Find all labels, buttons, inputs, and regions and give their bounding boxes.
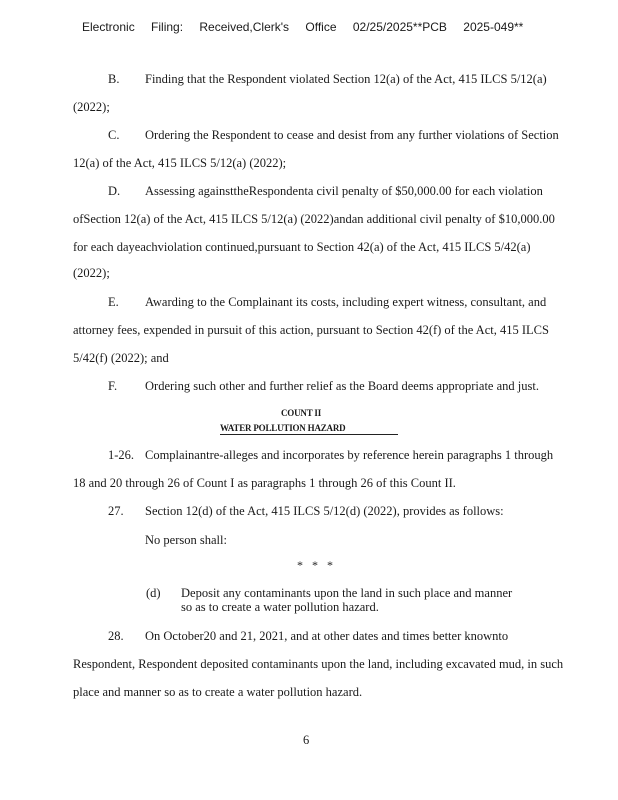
prayer-e-line-2: attorney fees, expended in pursuit of this action, pursuant to Section 42(f) of the Act, 415 ILCS: [73, 323, 549, 337]
para-27-line-2: No person shall:: [145, 533, 227, 547]
para-1-26-label: 1-26.: [108, 448, 135, 462]
para-28-line-3: place and manner so as to create a water pollution hazard.: [73, 685, 363, 699]
prayer-b-label: B.: [108, 72, 120, 86]
prayer-d-line-2: ofSection 12(a) of the Act, 415 ILCS 5/12(a) (2022)andan additional civil penalty of $10,000.00: [73, 212, 555, 226]
header-electronic: Electronic: [82, 20, 135, 34]
header-filing: Filing:: [151, 20, 184, 34]
prayer-e-text-1: Awarding to the Complainant its costs, including expert witness, consultant, and: [145, 295, 547, 309]
prayer-b-line-2: (2022);: [73, 100, 110, 114]
quote-label: (d): [146, 586, 161, 600]
para-28-line-2: Respondent, Respondent deposited contaminants upon the land, including excavated mud, in such: [73, 657, 564, 671]
prayer-d-label: D.: [108, 184, 121, 198]
quote-line-2: so as to create a water pollution hazard.: [181, 600, 379, 614]
prayer-f-line-1: [108, 378, 600, 394]
header-date: 02/25/2025**PCB: [352, 20, 447, 34]
prayer-d-line-3: for each dayeachviolation continued,pursuant to Section 42(a) of the Act, 415 ILCS 5/42(a): [73, 240, 531, 254]
prayer-b-text-1: Finding that the Respondent violated Section 12(a) of the Act, 415 ILCS 5/12(a): [145, 72, 547, 86]
para-1-26-line-2: 18 and 20 through 26 of Count I as paragraphs 1 through 26 of this Count II.: [73, 476, 456, 490]
para-1-26-line-1: [108, 447, 600, 463]
count-subtitle: WATER POLLUTION HAZARD: [220, 423, 398, 435]
prayer-e-line-3: 5/42(f) (2022); and: [73, 351, 169, 365]
filing-header: [82, 20, 535, 34]
para-27-label: 27.: [108, 504, 124, 518]
prayer-b-line-1: [108, 71, 600, 87]
prayer-d-text-1: Assessing againsttheRespondenta civil penalty of $50,000.00 for each violation: [145, 184, 543, 198]
prayer-c-line-1: [108, 127, 600, 143]
prayer-f-text-1: Ordering such other and further relief as the Board deems appropriate and just.: [145, 379, 539, 393]
page-number: 6: [303, 733, 310, 747]
quote-text-1: Deposit any contaminants upon the land in such place and manner: [181, 586, 513, 600]
para-28-line-1: [108, 628, 600, 644]
prayer-d-line-1: [108, 183, 600, 199]
count-title: COUNT II: [281, 408, 321, 418]
prayer-e-label: E.: [108, 295, 119, 309]
para-28-label: 28.: [108, 629, 124, 643]
header-received: Received,Clerk's: [199, 20, 290, 34]
para-28-text-1: On October20 and 21, 2021, and at other dates and times better knownto: [145, 629, 509, 643]
prayer-c-text-1: Ordering the Respondent to cease and desist from any further violations of Section: [145, 128, 559, 142]
para-1-26-text-1: Complainantre-alleges and incorporates by reference herein paragraphs 1 through: [145, 448, 554, 462]
quote-line-1: [146, 586, 512, 600]
prayer-d-line-4: (2022);: [73, 266, 110, 280]
header-case: 2025-049**: [463, 20, 524, 34]
prayer-e-line-1: [108, 294, 600, 310]
prayer-c-label: C.: [108, 128, 120, 142]
prayer-f-label: F.: [108, 379, 118, 393]
para-27-text-1: Section 12(d) of the Act, 415 ILCS 5/12(d) (2022), provides as follows:: [145, 504, 504, 518]
para-27-line-1: [108, 503, 600, 519]
ellipsis-stars: * * *: [297, 558, 336, 572]
header-office: Office: [305, 20, 337, 34]
prayer-c-line-2: 12(a) of the Act, 415 ILCS 5/12(a) (2022);: [73, 156, 287, 170]
